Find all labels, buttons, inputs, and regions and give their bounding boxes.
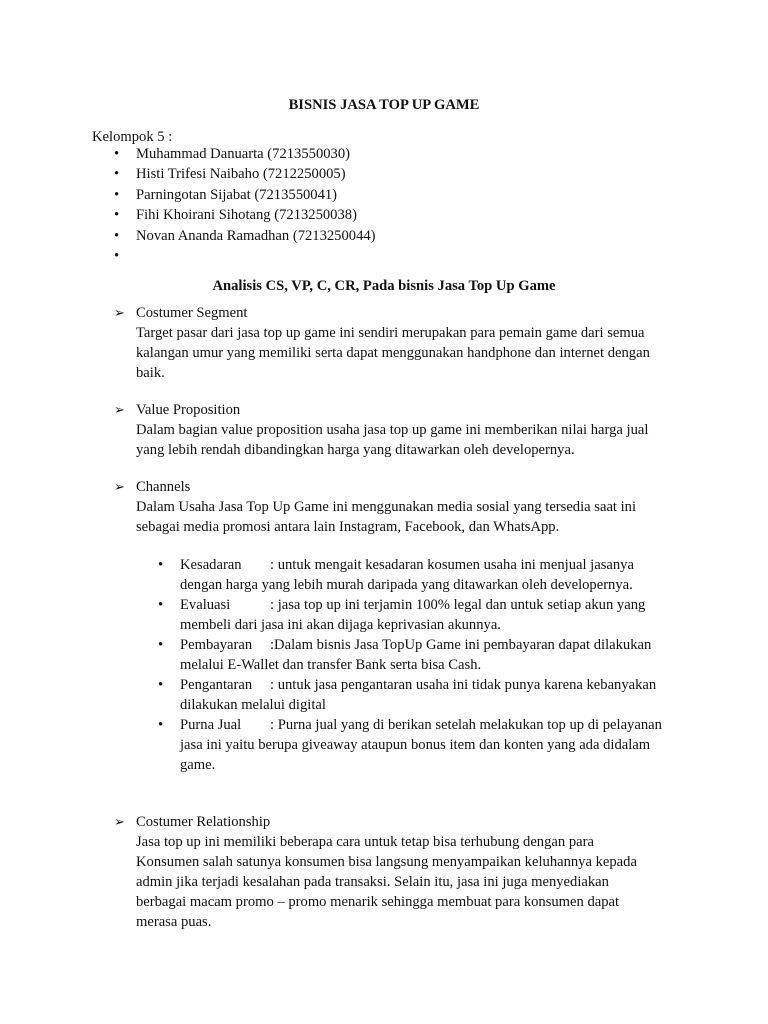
section-body xyxy=(136,420,696,460)
body-line: sebagai media promosi antara lain Instagram, Facebook, dan WhatsApp. xyxy=(136,519,560,535)
body-line: berbagai macam promo – promo menarik sehingga membuat para konsumen dapat xyxy=(136,894,620,910)
channel-desc-cont: melalui E-Wallet dan transfer Bank serta bisa Cash. xyxy=(180,657,482,673)
section-heading: Costumer Segment xyxy=(136,305,248,321)
bullet-icon: • xyxy=(114,247,120,264)
member-name: Fihi Khoirani Sihotang (7213250038) xyxy=(136,207,357,224)
member-name: Muhammad Danuarta (7213550030) xyxy=(136,146,350,162)
channel-desc-cont: dilakukan melalui digital xyxy=(180,697,326,713)
channel-term: Purna Jual xyxy=(180,717,242,733)
channel-desc-cont: membeli dari jasa ini akan dijaga keprivasian akunnya. xyxy=(180,617,501,633)
body-line: Target pasar dari jasa top up game ini sendiri merupakan para pemain game dari semua xyxy=(136,325,645,341)
member-name: Novan Ananda Ramadhan (7213250044) xyxy=(136,227,376,244)
channel-term: Pembayaran xyxy=(180,637,253,653)
channel-desc: : jasa top up ini terjamin 100% legal dan untuk setiap akun yang xyxy=(270,597,646,613)
body-line: admin jika terjadi kesalahan pada transaksi. Selain itu, jasa ini juga menyediakan xyxy=(136,874,609,890)
member-item xyxy=(0,185,376,205)
body-line: merasa puas. xyxy=(136,914,212,930)
channel-desc: : untuk jasa pengantaran usaha ini tidak punya karena kebanyakan xyxy=(270,677,657,693)
body-line: yang lebih rendah dibandingkan harga yang ditawarkan oleh developernya. xyxy=(136,442,575,458)
section-heading: Channels xyxy=(136,479,191,495)
member-name: Histi Trifesi Naibaho (7212250005) xyxy=(136,166,346,183)
body-line: baik. xyxy=(136,365,165,381)
section-body xyxy=(136,323,696,383)
document-title: BISNIS JASA TOP UP GAME xyxy=(288,97,480,113)
body-line: Konsumen salah satunya konsumen bisa langsung menyampaikan keluhannya kepada xyxy=(136,854,637,870)
section-heading: Value Proposition xyxy=(136,402,241,418)
channel-term: Kesadaran xyxy=(180,557,242,573)
channel-desc-cont: dengan harga yang lebih murah daripada yang ditawarkan oleh developernya. xyxy=(180,577,633,593)
member-item xyxy=(0,164,376,184)
bullet-icon: • xyxy=(114,146,120,162)
bullet-icon: • xyxy=(114,186,120,203)
member-item xyxy=(0,205,376,225)
channel-desc: : Purna jual yang di berikan setelah melakukan top up di pelayanan xyxy=(270,717,662,733)
body-line: kalangan umur yang memiliki serta dapat menggunakan handphone dan internet dengan xyxy=(136,345,650,361)
channel-desc-cont: game. xyxy=(180,757,216,773)
arrow-bullet-icon: ➢ xyxy=(114,305,125,320)
member-item-empty xyxy=(0,246,376,266)
bullet-icon: • xyxy=(114,166,120,183)
arrow-bullet-icon: ➢ xyxy=(114,402,125,417)
channel-term: Pengantaran xyxy=(180,677,253,693)
bullet-icon: • xyxy=(158,597,164,613)
body-line: Dalam Usaha Jasa Top Up Game ini menggunakan media sosial yang tersedia saat ini xyxy=(136,499,637,515)
body-line: Dalam bagian value proposition usaha jasa top up game ini memberikan nilai harga jual xyxy=(136,422,649,438)
channel-term: Evaluasi xyxy=(180,597,231,613)
bullet-icon: • xyxy=(158,717,164,733)
bullet-icon: • xyxy=(158,557,164,573)
channel-desc: : untuk mengait kesadaran kosumen usaha ini menjual jasanya xyxy=(270,557,634,573)
section-heading: Costumer Relationship xyxy=(136,814,271,830)
member-item xyxy=(0,226,376,246)
analysis-subtitle: Analisis CS, VP, C, CR, Pada bisnis Jasa Top Up Game xyxy=(212,278,556,294)
section-body xyxy=(136,832,696,932)
channel-desc-cont: jasa ini yaitu berupa giveaway ataupun bonus item dan konten yang ada didalam xyxy=(180,737,651,753)
member-list xyxy=(0,144,376,266)
member-name: Parningotan Sijabat (7213550041) xyxy=(136,186,338,203)
arrow-bullet-icon: ➢ xyxy=(114,479,125,494)
section-body xyxy=(136,497,696,537)
bullet-icon: • xyxy=(114,227,120,244)
body-line: Jasa top up ini memiliki beberapa cara untuk tetap bisa terhubung dengan para xyxy=(136,834,594,850)
member-item xyxy=(0,144,376,164)
bullet-icon: • xyxy=(158,637,164,653)
bullet-icon: • xyxy=(114,207,120,224)
arrow-bullet-icon: ➢ xyxy=(114,814,125,829)
bullet-icon: • xyxy=(158,677,164,693)
group-label: Kelompok 5 : xyxy=(92,129,173,145)
channel-desc: :Dalam bisnis Jasa TopUp Game ini pembayaran dapat dilakukan xyxy=(270,637,652,653)
